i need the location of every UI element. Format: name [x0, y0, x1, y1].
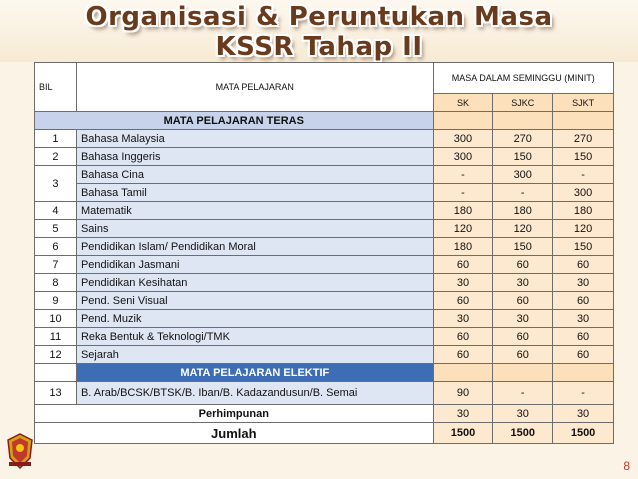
header-sjkc: SJKC [493, 94, 553, 112]
section-elektif: MATA PELAJARAN ELEKTIF [76, 364, 433, 382]
row-bil: 13 [35, 382, 77, 405]
row-sjkc: 30 [493, 310, 553, 328]
row-bil: 3 [35, 166, 77, 202]
row-bil: 9 [35, 292, 77, 310]
header-mata-pelajaran: MATA PELAJARAN [76, 63, 433, 112]
row-bil: 12 [35, 346, 77, 364]
row-bil: 7 [35, 256, 77, 274]
jumlah-sk: 1500 [433, 423, 493, 444]
row-sk: - [433, 166, 493, 184]
row-sjkt: 180 [553, 202, 614, 220]
row-sjkc: 300 [493, 166, 553, 184]
left-band [0, 62, 32, 479]
row-bil: 4 [35, 202, 77, 220]
section-teras: MATA PELAJARAN TERAS [35, 112, 434, 130]
table-row [35, 382, 614, 405]
kssr-time-allocation-table [34, 62, 614, 444]
row-sk: 30 [433, 274, 493, 292]
row-subject: Bahasa Malaysia [76, 130, 433, 148]
row-subject: Bahasa Tamil [76, 184, 433, 202]
row-subject: Pendidikan Islam/ Pendidikan Moral [76, 238, 433, 256]
table-row [35, 328, 614, 346]
perhimpunan-sk: 30 [433, 405, 493, 423]
row-bil: 2 [35, 148, 77, 166]
table-row [35, 130, 614, 148]
row-bil: 5 [35, 220, 77, 238]
row-sjkt: 60 [553, 328, 614, 346]
row-bil: 6 [35, 238, 77, 256]
row-sjkc: 270 [493, 130, 553, 148]
row-sk: 60 [433, 256, 493, 274]
row-sk: 120 [433, 220, 493, 238]
title-line-1: Organisasi & Peruntukan Masa [85, 2, 553, 32]
row-bil: 10 [35, 310, 77, 328]
row-subject: Matematik [76, 202, 433, 220]
table-row [35, 292, 614, 310]
table-row [35, 166, 614, 184]
row-sjkc: 60 [493, 328, 553, 346]
row-sjkc: 60 [493, 256, 553, 274]
row-sjkc: 60 [493, 346, 553, 364]
row-sjkt: - [553, 166, 614, 184]
row-sjkc: - [493, 184, 553, 202]
section-fill [553, 112, 614, 130]
section-fill [433, 364, 493, 382]
jumlah-sjkc: 1500 [493, 423, 553, 444]
row-subject: Pend. Seni Visual [76, 292, 433, 310]
row-sjkt: 30 [553, 274, 614, 292]
row-sjkt: 60 [553, 346, 614, 364]
header-sjkt: SJKT [553, 94, 614, 112]
table-row [35, 310, 614, 328]
row-sk: 300 [433, 130, 493, 148]
row-subject: Pendidikan Jasmani [76, 256, 433, 274]
section-blank [35, 364, 77, 382]
section-fill [433, 112, 493, 130]
row-subject: Sains [76, 220, 433, 238]
page-number: 8 [623, 459, 630, 473]
row-sjkc: 30 [493, 274, 553, 292]
row-subject: Pend. Muzik [76, 310, 433, 328]
row-sk: 300 [433, 148, 493, 166]
row-subject: Bahasa Inggeris [76, 148, 433, 166]
jumlah-sjkt: 1500 [553, 423, 614, 444]
row-sjkt: 300 [553, 184, 614, 202]
crest-logo-icon [6, 432, 34, 470]
row-bil: 8 [35, 274, 77, 292]
row-sjkc: 150 [493, 238, 553, 256]
perhimpunan-sjkt: 30 [553, 405, 614, 423]
row-subject: Sejarah [76, 346, 433, 364]
slide-title [0, 0, 638, 62]
header-masa: MASA DALAM SEMINGGU (MINIT) [433, 63, 613, 94]
row-subject: Reka Bentuk & Teknologi/TMK [76, 328, 433, 346]
row-sk: 90 [433, 382, 493, 405]
row-sjkt: 60 [553, 256, 614, 274]
row-sk: 60 [433, 292, 493, 310]
row-subject: Bahasa Cina [76, 166, 433, 184]
section-fill [493, 112, 553, 130]
table-row [35, 346, 614, 364]
table-row [35, 274, 614, 292]
section-fill [553, 364, 614, 382]
row-subject: Pendidikan Kesihatan [76, 274, 433, 292]
row-sjkc: 180 [493, 202, 553, 220]
row-sjkt: 60 [553, 292, 614, 310]
table-row [35, 202, 614, 220]
table-row [35, 423, 614, 444]
row-sjkt: 150 [553, 238, 614, 256]
section-fill [493, 364, 553, 382]
row-sjkc: - [493, 382, 553, 405]
header-sk: SK [433, 94, 493, 112]
jumlah-label: Jumlah [35, 423, 434, 444]
table-row [35, 184, 614, 202]
table-row [35, 148, 614, 166]
row-sk: - [433, 184, 493, 202]
table-row [35, 256, 614, 274]
title-line-2: KSSR Tahap II [215, 32, 423, 62]
row-sjkt: 150 [553, 148, 614, 166]
row-sjkt: 30 [553, 310, 614, 328]
row-sjkc: 150 [493, 148, 553, 166]
row-sjkt: 120 [553, 220, 614, 238]
row-sk: 60 [433, 346, 493, 364]
row-bil: 1 [35, 130, 77, 148]
row-sk: 180 [433, 238, 493, 256]
table-row [35, 405, 614, 423]
perhimpunan-label: Perhimpunan [35, 405, 434, 423]
row-subject: B. Arab/BCSK/BTSK/B. Iban/B. Kadazandusun/B. Semai [76, 382, 433, 405]
row-sjkt: 270 [553, 130, 614, 148]
table-row [35, 238, 614, 256]
row-sjkt: - [553, 382, 614, 405]
header-bil: BIL [35, 63, 77, 112]
table-row [35, 220, 614, 238]
row-sk: 60 [433, 328, 493, 346]
row-sjkc: 120 [493, 220, 553, 238]
perhimpunan-sjkc: 30 [493, 405, 553, 423]
row-sk: 180 [433, 202, 493, 220]
row-bil: 11 [35, 328, 77, 346]
row-sjkc: 60 [493, 292, 553, 310]
row-sk: 30 [433, 310, 493, 328]
